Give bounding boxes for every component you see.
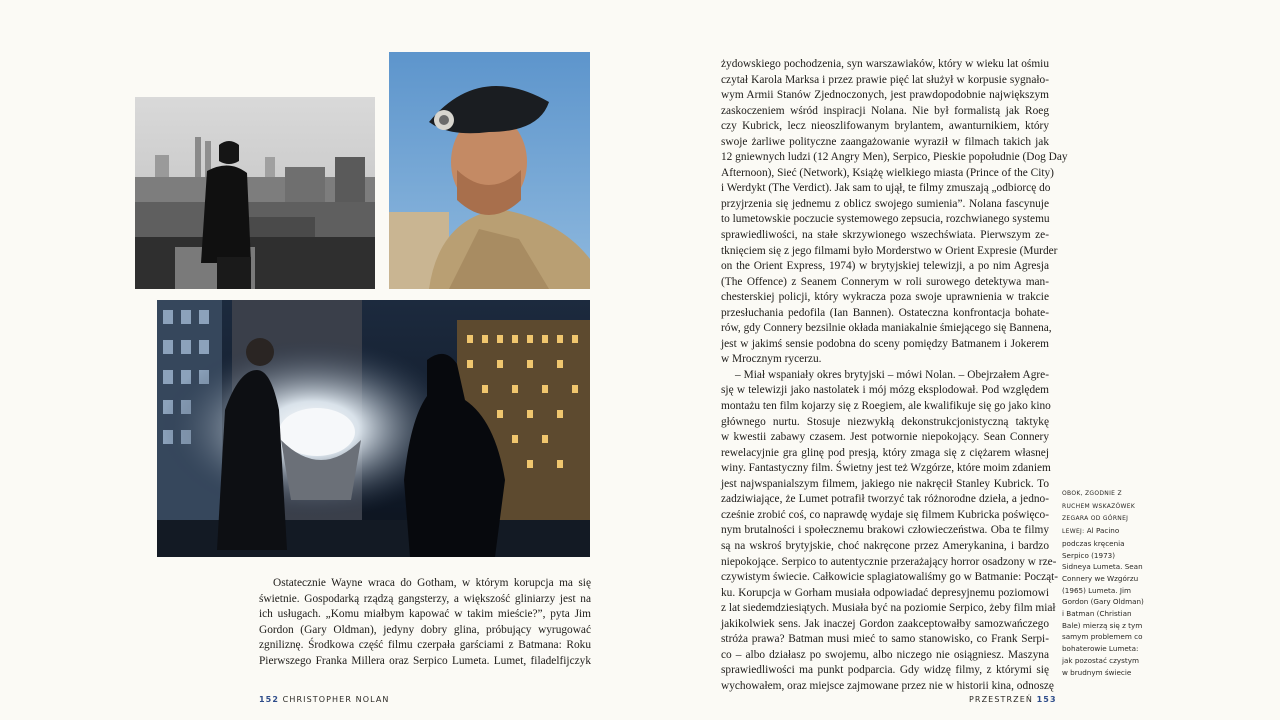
- text-line: sprawiedliwości, na stałe skrzywionego wszechświata. Pierwszym ze-: [721, 229, 1049, 242]
- caption-lead: OBOK, ZGODNIE Z RUCHEM WSKAZÓWEK ZEGARA OD GÓRNEJ LEWEJ:: [1062, 490, 1136, 536]
- page-number: 153: [1036, 695, 1057, 704]
- caption-line: bohaterowie Lumeta:: [1062, 644, 1139, 654]
- caption-line: jak pozostać czystym: [1062, 655, 1139, 665]
- running-head: PRZESTRZEŃ: [969, 695, 1033, 704]
- text-line: czywistym świecie. Całkowicie splagiatowaliśmy go w Batmanie: Począt-: [721, 571, 1059, 584]
- text-line: w Mrocznym rycerzu.: [721, 353, 822, 366]
- text-line: Afternoon), Sieć (Network), Książę wielkiego miasta (Prince of the City): [721, 166, 1054, 179]
- text-line: żydowskiego pochodzenia, syn warszawiaków, który w wieku lat ośmiu: [721, 58, 1049, 70]
- text-line: Ostatecznie Wayne wraca do Gotham, w którym korupcja ma się: [273, 577, 591, 589]
- text-line: montażu ten film kojarzy się z Roegiem, ale kwalifikuje się go jako kino: [721, 400, 1051, 413]
- text-line: jest najwspanialszym filmem, jakiego nie nakręcił Stanley Kubrick. To: [721, 477, 1049, 490]
- caption-line: Connery we Wzgórzu: [1062, 573, 1139, 583]
- caption-line: (1965) Lumeta. Jim: [1062, 585, 1131, 595]
- text-line: sję w telewizji jako nastolatek i mój mózg eksplodował. Pod względem: [721, 384, 1049, 397]
- text-line: zgniliznę. Środkowa część filmu czerpała garściami z Batmana: Roku: [259, 639, 591, 652]
- text-line: ku. Korupcja w Gorham musiała odpowiadać depresyjnemu poziomowi: [721, 586, 1049, 599]
- text-line: jakikolwiek sens. Jak inaczej Gordon zaakceptowałby samozwańczego: [721, 617, 1049, 630]
- text-line: tknięciem się z jego filmami było Morderstwo w Orient Expresie (Murder: [721, 244, 1058, 257]
- text-line: w kwestii zabawy czasem. Jest potwornie niepokojący. Sean Connery: [721, 431, 1049, 444]
- caption-line: Al Pacino: [1086, 526, 1120, 536]
- text-line: stróża prawa? Batman musi mieć to samo stanowisko, co Frank Serpi-: [721, 633, 1049, 646]
- text-line: zaskoczeniem wśród inspiracji Nolana. Nie był formalistą jak Roeg: [721, 104, 1049, 117]
- text-line: wym Armii Stanów Zjednoczonych, jest prawdopodobnie największym: [721, 89, 1049, 102]
- caption-line: podczas kręcenia: [1062, 538, 1125, 548]
- text-line: sprawiedliwości ma punkt podparcia. Gdy widzę filmy, z którymi się: [721, 664, 1049, 677]
- text-line: nym brutalności i społecznemu brakowi człowieczeństwa. Oba te filmy: [721, 524, 1049, 537]
- text-line: przyjrzenia się jednemu z oblicz swojego sumienia”. Nolana fascynuje: [721, 197, 1049, 210]
- text-line: jest w jakimś sensie podobna do sceny pomiędzy Batmanem i Jokerem: [721, 337, 1049, 350]
- right-page-body-text: [721, 57, 1068, 694]
- text-line: i Werdykt (The Verdict). Jak sam to ujął, te filmy zmuszają „odbiorcę do: [721, 182, 1051, 195]
- caption-line: Bale) mierzą się z tym: [1062, 620, 1143, 630]
- caption-line: Gordon (Gary Oldman): [1062, 597, 1144, 607]
- text-line: cześnie zrobić coś, co naprawdę wydaje się filmem Kubricka poświęco-: [721, 508, 1049, 521]
- text-line: są na wskroś brytyjskie, choć nakręcone przez Amerykanina, i bardzo: [721, 539, 1049, 552]
- text-line: on the Orient Express, 1974) w brytyjskiej telewizji, a po nim Agresja: [721, 260, 1049, 273]
- text-line: chesterskiej policji, który wykracza poza swoje uprawnienia w trakcie: [721, 291, 1049, 304]
- photo-caption: [1062, 487, 1148, 678]
- running-head: CHRISTOPHER NOLAN: [282, 695, 390, 704]
- text-line: czytał Karola Marksa i przez prawie pięć lat służył w korpusie sygnało-: [721, 73, 1049, 86]
- text-line: czy Kubrick, lecz nieoszlifowanym brylantem, awanturnikiem, który: [721, 120, 1049, 133]
- right-page-folio: [969, 695, 1057, 704]
- text-line: rewelacyjnie gra glinę pod presją, który zmaga się z ciężarem własnej: [721, 446, 1049, 459]
- text-line: rów, gdy Connery bezsilnie okłada maniakalnie śmiejącego się Bannena,: [721, 322, 1052, 335]
- photo-al-pacino-rooftop: [135, 97, 375, 289]
- text-line: swoje żarliwe polityczne zaangażowanie wyraził w filmach takich jak: [721, 135, 1049, 148]
- text-line: – Miał wspaniały okres brytyjski – mówi Nolan. – Obejrzałem Agre-: [735, 368, 1049, 381]
- left-page-body-text: [259, 576, 591, 669]
- photo-gordon-batman-batsignal: [157, 300, 590, 557]
- photo-sean-connery: [389, 52, 590, 289]
- caption-line: samym problemem co: [1062, 632, 1143, 642]
- caption-line: w brudnym świecie: [1062, 667, 1132, 677]
- text-line: świetnie. Gospodarką rządzą gangsterzy, a większość gliniarzy jest na: [259, 592, 591, 605]
- text-line: zadziwiające, że Lumet potrafił tworzyć tak różnorodne dzieła, a jedno-: [721, 493, 1049, 506]
- left-page-folio: [259, 695, 390, 704]
- page-number: 152: [259, 695, 279, 704]
- text-line: winy. Fantastyczny film. Świetny jest też Wzgórze, które moim zdaniem: [721, 462, 1051, 475]
- text-line: wychowałem, oraz miejsce zajmowane przez nie w historii kina, odnoszę: [721, 679, 1054, 692]
- text-line: niepokojące. Serpico to autentycznie przerażający horror osadzony w rze-: [721, 555, 1057, 568]
- text-line: ich usługach. „Komu miałbym kapować w takim mieście?”, pyta Jim: [259, 608, 591, 621]
- caption-line: i Batman (Christian: [1062, 609, 1132, 619]
- text-line: (The Offence) z Seanem Connerym w roli surowego detektywa man-: [721, 275, 1049, 288]
- text-line: co – albo działasz po swojemu, albo niczego nie osiągniesz. Maszyna: [721, 648, 1049, 661]
- text-line: przesłuchania pedofila (Ian Bannen). Ostateczna konfrontacja bohate-: [721, 306, 1049, 319]
- text-line: Pierwszego Franka Millera oraz Serpico Lumeta. Lumet, filadelfijczyk: [259, 654, 591, 667]
- text-line: Gordon (Gary Oldman), jedyny dobry glina, próbujący wyrugować: [259, 623, 591, 636]
- text-line: głównego nurtu. Stosuje niezwykłą dekonstrukcjonistyczną taktykę: [721, 415, 1049, 428]
- text-line: z lat siedemdziesiątych. Musiała być na poziomie Serpico, żeby film miał: [721, 602, 1056, 615]
- caption-line: Serpico (1973): [1062, 550, 1116, 560]
- text-line: 12 gniewnych ludzi (12 Angry Men), Serpico, Pieskie popołudnie (Dog Day: [721, 151, 1068, 164]
- text-line: to lumetowskie poczucie systemowego zepsucia, rozchwianego systemu: [721, 213, 1050, 226]
- caption-line: Sidneya Lumeta. Sean: [1062, 562, 1143, 572]
